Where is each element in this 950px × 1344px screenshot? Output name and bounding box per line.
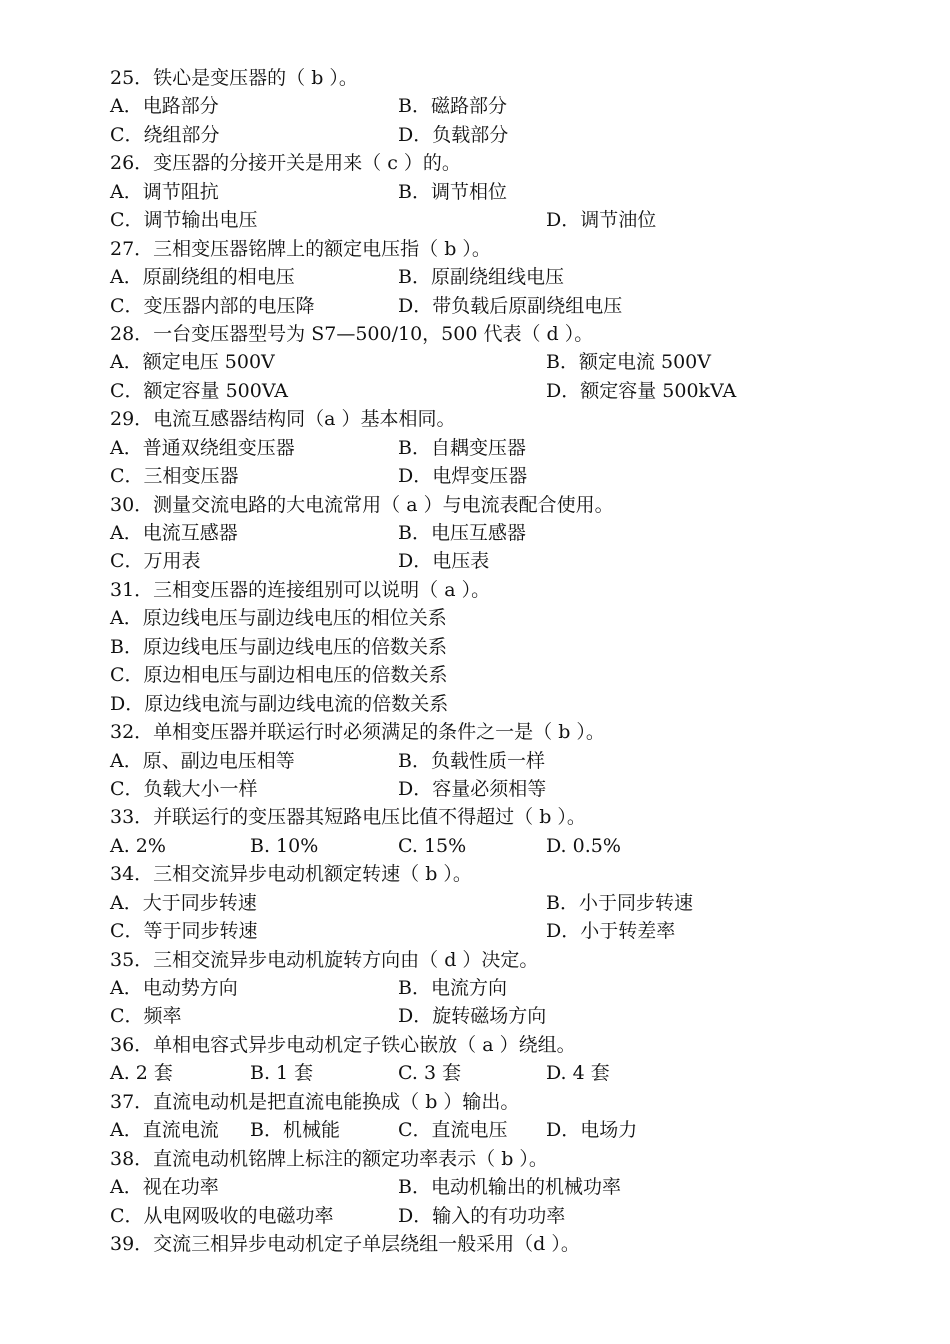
option-text: D．调节油位 (546, 209, 657, 232)
option-text: B．电动机输出的机械功率 (398, 1176, 621, 1199)
question-line (110, 149, 810, 177)
option-text: D．电压表 (398, 550, 490, 573)
question-text: 38．直流电动机铭牌上标注的额定功率表示（ b ）。 (110, 1147, 548, 1170)
option-text: C．变压器内部的电压降 (110, 294, 315, 317)
option-text: D．电场力 (546, 1119, 638, 1142)
option-line (110, 519, 810, 547)
option-text: D．电焊变压器 (398, 465, 528, 488)
option-line (110, 121, 810, 149)
question-text: 33．并联运行的变压器其短路电压比值不得超过（ b ）。 (110, 806, 586, 829)
option-text: D．带负载后原副绕组电压 (398, 294, 623, 317)
option-text: A. 2 套 (110, 1062, 173, 1085)
option-text: A．原边线电压与副边线电压的相位关系 (110, 607, 447, 630)
option-line (110, 1202, 810, 1230)
option-text: A．电路部分 (110, 95, 219, 118)
option-text: C. 15% (398, 834, 467, 857)
option-text: B．磁路部分 (398, 95, 507, 118)
option-text: B．原边线电压与副边线电压的倍数关系 (110, 635, 447, 658)
option-text: B. 10% (250, 834, 319, 857)
question-text: 39．交流三相异步电动机定子单层绕组一般采用（d ）。 (110, 1232, 580, 1255)
question-line (110, 803, 810, 831)
option-line (110, 178, 810, 206)
option-text: C．原边相电压与副边相电压的倍数关系 (110, 664, 448, 687)
option-text: D．小于转差率 (546, 920, 676, 943)
option-text: B．小于同步转速 (546, 891, 693, 914)
option-text: C. 3 套 (398, 1062, 462, 1085)
option-text: C．等于同步转速 (110, 920, 258, 943)
question-line (110, 1031, 810, 1059)
option-line (110, 1116, 810, 1144)
option-line (110, 292, 810, 320)
option-line (110, 1059, 810, 1087)
option-text: A．原副绕组的相电压 (110, 266, 295, 289)
option-text: D. 0.5% (546, 834, 621, 857)
question-text: 35．三相交流异步电动机旋转方向由（ d ）决定。 (110, 948, 539, 971)
option-line (110, 661, 810, 689)
option-text: A．调节阻抗 (110, 180, 219, 203)
option-text: C．频率 (110, 1005, 182, 1028)
option-text: C．三相变压器 (110, 465, 239, 488)
option-text: D．原边线电流与副边线电流的倍数关系 (110, 692, 449, 715)
option-text: B．电流方向 (398, 977, 507, 999)
question-line (110, 405, 810, 433)
option-text: A．普通双绕组变压器 (110, 436, 295, 459)
option-line (110, 92, 810, 120)
option-text: B．电压互感器 (398, 522, 526, 544)
option-text: A．额定电压 500V (110, 351, 275, 374)
option-text: C．额定容量 500VA (110, 379, 288, 402)
option-text: D．旋转磁场方向 (398, 1005, 547, 1028)
option-text: C．负载大小一样 (110, 777, 258, 800)
option-text: B．机械能 (250, 1119, 340, 1142)
question-line (110, 576, 810, 604)
option-text: B．原副绕组线电压 (398, 266, 564, 289)
question-text: 25．铁心是变压器的（ b ）。 (110, 67, 358, 89)
option-text: A．电流互感器 (110, 522, 238, 544)
option-text: A．直流电流 (110, 1119, 219, 1142)
question-line (110, 64, 810, 92)
question-line (110, 491, 810, 519)
option-text: C．调节输出电压 (110, 209, 258, 232)
question-text: 34．三相交流异步电动机额定转速（ b ）。 (110, 863, 472, 886)
question-line (110, 860, 810, 888)
question-text: 27．三相变压器铭牌上的额定电压指（ b ）。 (110, 237, 491, 260)
option-text: C．从电网吸收的电磁功率 (110, 1204, 334, 1227)
option-text: C．绕组部分 (110, 123, 220, 146)
question-text: 31．三相变压器的连接组别可以说明（ a ）。 (110, 578, 491, 601)
question-line (110, 1145, 810, 1173)
option-line (110, 348, 810, 376)
question-text: 26．变压器的分接开关是用来（ c ）的。 (110, 152, 461, 175)
option-line (110, 889, 810, 917)
option-text: D．容量必须相等 (398, 777, 547, 800)
option-line (110, 832, 810, 860)
question-text: 30．测量交流电路的大电流常用（ a ）与电流表配合使用。 (110, 493, 614, 516)
option-text: A. 2% (110, 834, 166, 857)
option-text: B. 1 套 (250, 1062, 314, 1085)
option-text: A．原、副边电压相等 (110, 749, 295, 772)
option-text: C．直流电压 (398, 1119, 508, 1142)
question-line (110, 320, 810, 348)
option-line (110, 974, 810, 1002)
question-text: 28．一台变压器型号为 S7—500/10，500 代表（ d ）。 (110, 322, 594, 345)
option-text: D. 4 套 (546, 1062, 610, 1085)
question-text: 29．电流互感器结构同（a ）基本相同。 (110, 408, 456, 431)
option-text: A．视在功率 (110, 1176, 219, 1199)
option-text: B．调节相位 (398, 180, 507, 203)
option-line (110, 690, 810, 718)
option-line (110, 263, 810, 291)
question-line (110, 718, 810, 746)
question-line (110, 1088, 810, 1116)
option-text: A．电动势方向 (110, 977, 238, 999)
option-text: B．额定电流 500V (546, 351, 711, 374)
question-text: 36．单相电容式异步电动机定子铁心嵌放（ a ）绕组。 (110, 1033, 576, 1056)
option-line (110, 434, 810, 462)
option-line (110, 604, 810, 632)
question-line (110, 1230, 810, 1258)
option-line (110, 775, 810, 803)
option-text: A．大于同步转速 (110, 891, 257, 914)
question-text: 32．单相变压器并联运行时必须满足的条件之一是（ b ）。 (110, 721, 605, 744)
option-line (110, 547, 810, 575)
option-line (110, 462, 810, 490)
question-line (110, 235, 810, 263)
option-line (110, 377, 810, 405)
option-text: D．额定容量 500kVA (546, 379, 737, 402)
option-text: B．负载性质一样 (398, 749, 545, 772)
question-line (110, 946, 810, 974)
option-line (110, 747, 810, 775)
option-line (110, 206, 810, 234)
option-line (110, 1002, 810, 1030)
option-text: B．自耦变压器 (398, 436, 526, 459)
option-line (110, 633, 810, 661)
option-text: D．负载部分 (398, 123, 509, 146)
option-text: C．万用表 (110, 550, 201, 573)
document-body (110, 64, 810, 1258)
question-text: 37．直流电动机是把直流电能换成（ b ）输出。 (110, 1090, 520, 1113)
option-line (110, 917, 810, 945)
option-text: D．输入的有功功率 (398, 1204, 566, 1227)
option-line (110, 1173, 810, 1201)
